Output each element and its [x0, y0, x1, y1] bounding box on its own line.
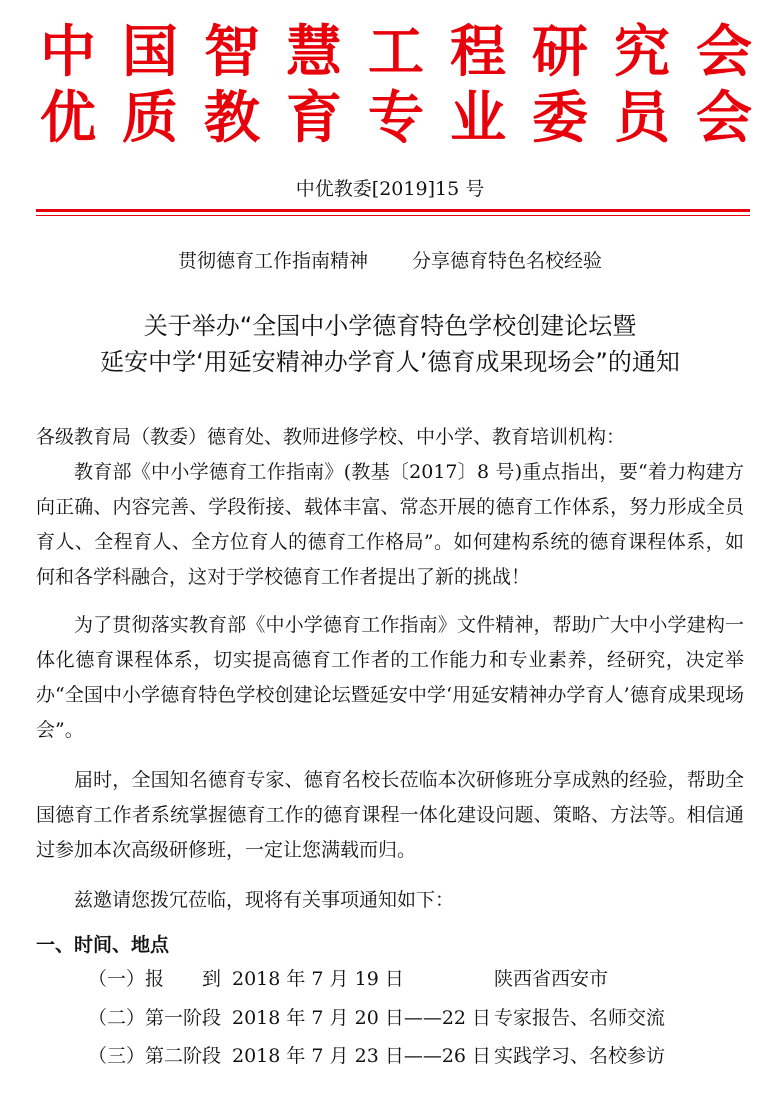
red-divider-thick — [36, 209, 750, 212]
notice-title-line2: 延安中学‘用延安精神办学育人’德育成果现场会”的通知 — [100, 348, 680, 376]
schedule-date: 2018 年 7 月 23 日——26 日 — [232, 1045, 492, 1067]
schedule-note: 实践学习、名校参访 — [494, 1045, 666, 1067]
paragraph-3: 届时，全国知名德育专家、德育名校长莅临本次研修班分享成熟的经验，帮助全国德育工作者系统掌握德育工作的德育课程一体化建设问题、策略、方法等。相信通过参加本次高级研修班，一定让您满载而归。 — [36, 769, 744, 861]
paragraph-2: 为了贯彻落实教育部《中小学德育工作指南》文件精神，帮助广大中小学建构一体化德育课程体系，切实提高德育工作者的工作能力和专业素养，经研究，决定举办“全国中小学德育特色学校创建论坛暨延安中学‘用延安精神办学育人’德育成果现场会”。 — [36, 614, 744, 741]
paragraph-4: 兹邀请您拨冗莅临，现将有关事项通知如下： — [74, 889, 455, 911]
org-name-line2: 优质教育专业委员会 — [40, 85, 752, 151]
section-heading-time-place: 一、时间、地点 — [36, 934, 170, 956]
red-divider-thin — [36, 215, 750, 216]
document-number: 中优教委[2019]15 号 — [295, 178, 485, 200]
org-name-line1: 中国智慧工程研究会 — [40, 19, 752, 85]
salutation: 各级教育局（教委）德育处、教师进修学校、中小学、教育培训机构： — [36, 426, 626, 448]
schedule-stage: （一）报 到 — [88, 968, 222, 990]
paragraph-1: 教育部《中小学德育工作指南》(教基〔2017〕8 号)重点指出，要“着力构建方向正确、内容完善、学段衔接、载体丰富、常态开展的德育工作体系，努力形成全员育人、全程育人、全方位育人的德育工作格局”。如何建构系统的德育课程体系，如何和各学科融合，这对于学校德育工作者提出了新的挑战！ — [36, 461, 744, 588]
slogan-right: 分享德育特色名校经验 — [412, 250, 603, 272]
schedule-date: 2018 年 7 月 20 日——22 日 — [232, 1007, 492, 1029]
schedule-stage: （三）第二阶段 — [88, 1045, 222, 1067]
notice-title-line1: 关于举办“全国中小学德育特色学校创建论坛暨 — [143, 312, 637, 340]
schedule-note: 专家报告、名师交流 — [494, 1007, 666, 1029]
slogan-left: 贯彻德育工作指南精神 — [177, 250, 368, 272]
schedule-stage: （二）第一阶段 — [88, 1007, 222, 1029]
slogan — [0, 246, 780, 273]
schedule-note: 陕西省西安市 — [494, 968, 609, 990]
schedule-date: 2018 年 7 月 19 日 — [232, 968, 404, 990]
